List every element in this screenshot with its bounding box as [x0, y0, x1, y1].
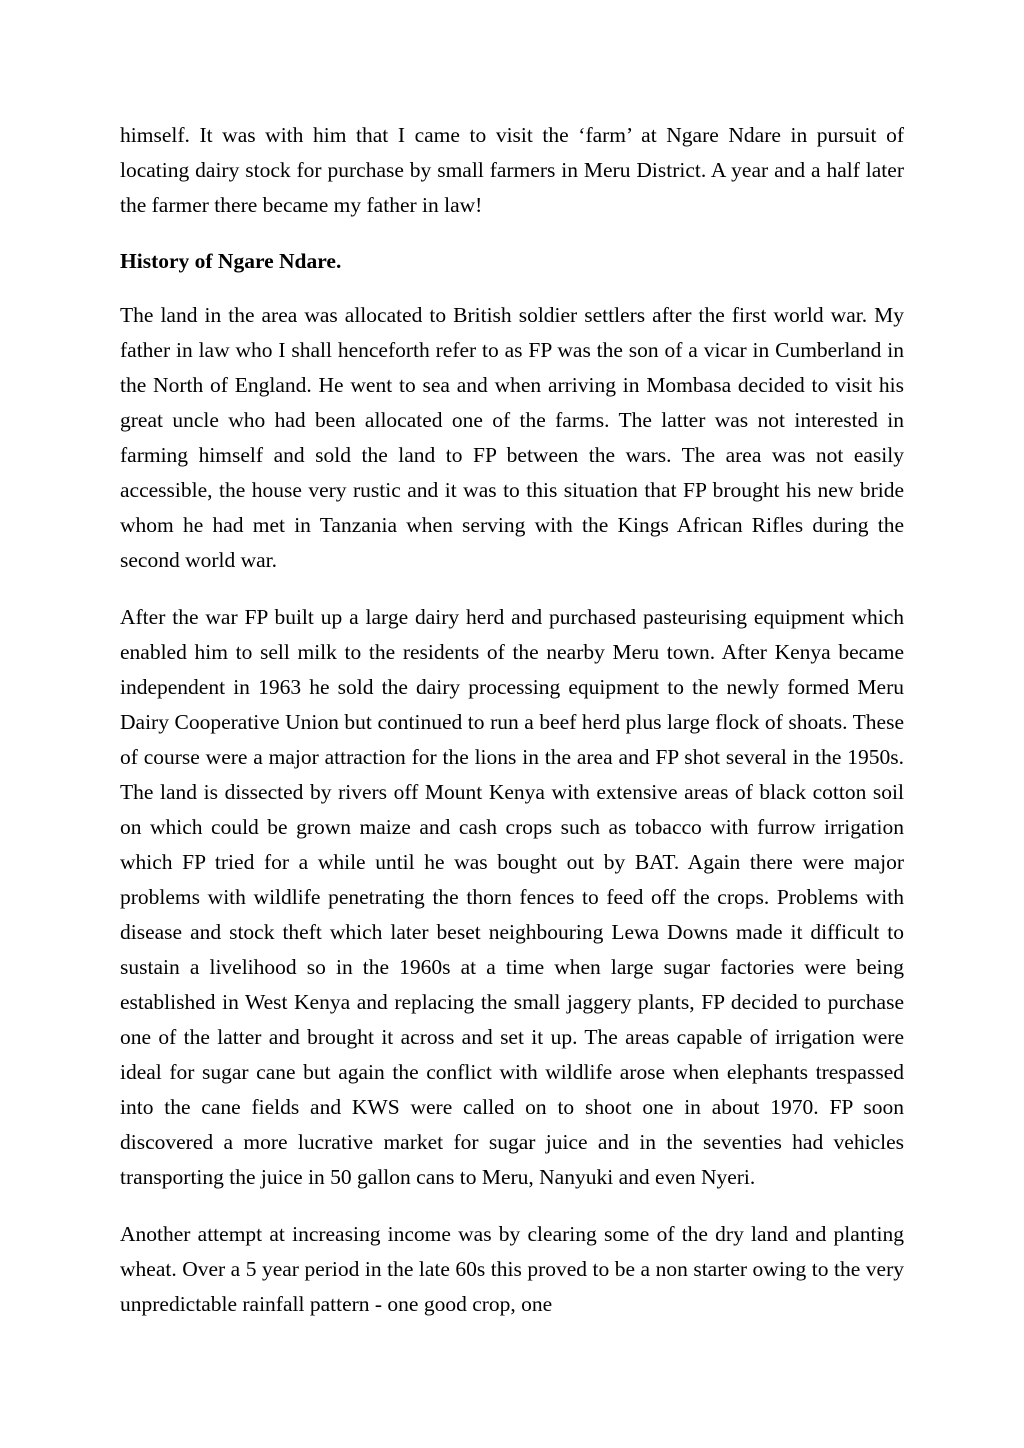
paragraph-intro: himself. It was with him that I came to visit the ‘farm’ at Ngare Ndare in pursuit of locating dairy stock for purchase by small farmers in Meru District. A year and a half later the farmer there became my father in law! — [120, 123, 904, 217]
document-body — [120, 118, 904, 1322]
paragraph-dairy-herd-and-sugar: After the war FP built up a large dairy herd and purchased pasteurising equipment which enabled him to sell milk to the residents of the nearby Meru town. After Kenya became independent in 1963 he sold the dairy processing equipment to the newly formed Meru Dairy Cooperative Union but continued to run a beef herd plus large flock of shoats. These of course were a major attraction for the lions in the area and FP shot several in the 1950s. The land is dissected by rivers off Mount Kenya with extensive areas of black cotton soil on which could be grown maize and cash crops such as tobacco with furrow irrigation which FP tried for a while until he was bought out by BAT. Again there were major problems with wildlife penetrating the thorn fences to feed off the crops. Problems with disease and stock theft which later beset neighbouring Lewa Downs made it difficult to sustain a livelihood so in the 1960s at a time when large sugar factories were being established in West Kenya and replacing the small jaggery plants, FP decided to purchase one of the latter and brought it across and set it up. The areas capable of irrigation were ideal for sugar cane but again the conflict with wildlife arose when elephants trespassed into the cane fields and KWS were called on to shoot one in about 1970. FP soon discovered a more lucrative market for sugar juice and in the seventies had vehicles transporting the juice in 50 gallon cans to Meru, Nanyuki and even Nyeri. — [120, 605, 904, 1189]
paragraph-land-allocation: The land in the area was allocated to British soldier settlers after the first world war. My father in law who I shall henceforth refer to as FP was the son of a vicar in Cumberland in the North of England. He went to sea and when arriving in Mombasa decided to visit his great uncle who had been allocated one of the farms. The latter was not interested in farming himself and sold the land to FP between the wars. The area was not easily accessible, the house very rustic and it was to this situation that FP brought his new bride whom he had met in Tanzania when serving with the Kings African Rifles during the second world war. — [120, 303, 904, 572]
paragraph-wheat-attempt: Another attempt at increasing income was by clearing some of the dry land and planting wheat. Over a 5 year period in the late 60s this proved to be a non starter owing to the very unpredictable rainfall pattern - one good crop, one — [120, 1222, 904, 1316]
section-heading-history-of-ngare-ndare: History of Ngare Ndare. — [120, 249, 342, 273]
